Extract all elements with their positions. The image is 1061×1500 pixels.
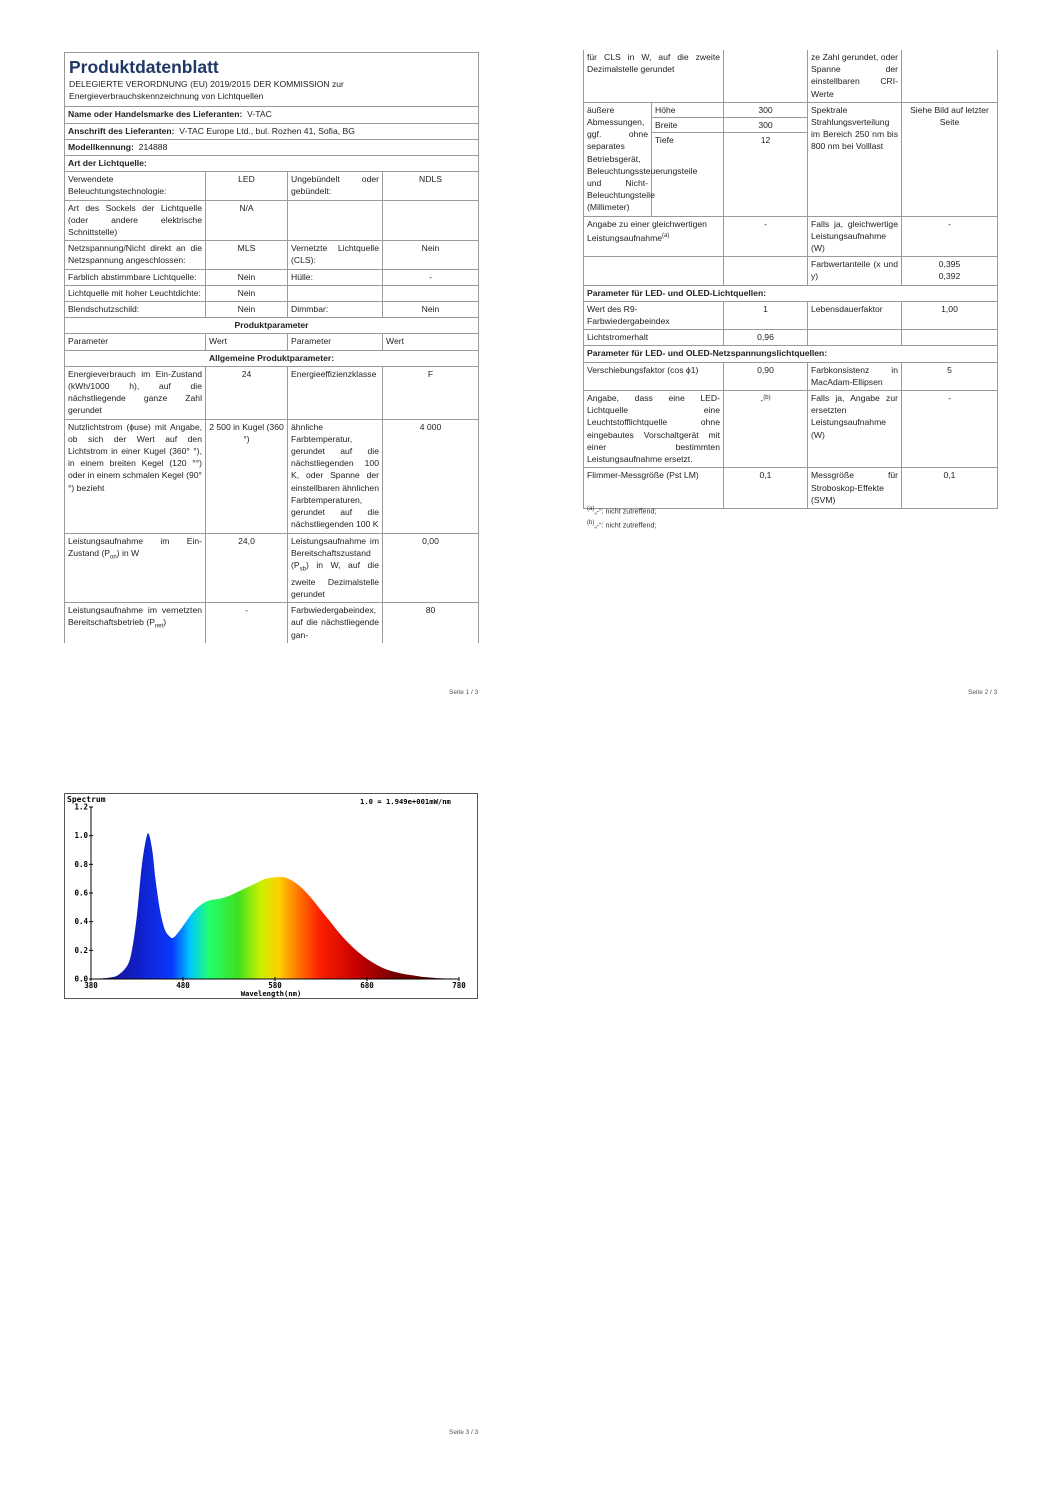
y-tick-label: 0.4 — [74, 917, 88, 927]
table-row: Angabe, dass eine LED-Lichtquelle eine Leuchtstofflichtquelle ohne eingebautes Vorschaltgerät mit einer bestimmten Leistungsaufnahme ersetzt. -$^{(b)}$ Falls ja, Angabe zur ersetzten Leistungsaufnahme (W) - — [584, 391, 998, 468]
y-tick-label: 0.0 — [74, 974, 88, 984]
supplier-name-row: Name oder Handelsmarke des Lieferanten: V-TAC — [65, 107, 479, 123]
footnote-b: $^{(b)}$„-“: nicht zutreffend; — [587, 520, 657, 530]
table-row: Leistungsaufnahme im vernetzten Bereitschaftsbetrieb $(P_{net})$ - Farbwiedergabeindex, auf die nächstliegende gan- 80 — [65, 603, 479, 643]
table-row: Angabe zu einer gleichwertigen Leistungsaufnahme$^{(a)}$ - Falls ja, gleichwertige Leistungsaufnahme (W) - — [584, 216, 998, 257]
spectrum-chart-svg — [64, 793, 478, 999]
table-row: Verschiebungsfaktor (cos ϕ1) 0,90 Farbkonsistenz in MacAdam-Ellipsen 5 — [584, 362, 998, 390]
table-row: äußere Abmessungen, ggf. ohne separates Betriebsgerät, Beleuchtungssteuerungsteile und Nicht-Beleuchtungsteile (Millimeter) Höhe Breite Tiefe 300 300 12 Spektrale Strahlungsverteilung im Bereich 250 nm bis 800 nm bei Volllast Siehe Bild auf letzter Seite — [584, 102, 998, 216]
chart-annotation: 1.0 = 1.949e+001mW/nm — [360, 797, 451, 806]
page-footer-1: Seite 1 / 3 — [449, 689, 479, 696]
y-tick-label: 0.8 — [74, 859, 88, 869]
mains-params-heading: Parameter für LED- und OLED-Netzspannungslichtquellen: — [584, 346, 998, 362]
table-row: Energieverbrauch im Ein-Zustand (kWh/1000 h), auf die nächstliegende ganze Zahl gerundet 24 Energieeffizienzklasse F — [65, 366, 479, 419]
x-tick-label: 680 — [360, 981, 374, 990]
chart-title: Spectrum — [67, 795, 106, 804]
supplier-address-row: Anschrift des Lieferanten: V-TAC Europe Ltd., bul. Rozhen 41, Sofia, BG — [65, 123, 479, 139]
x-tick-label: 780 — [452, 981, 466, 990]
x-tick-label: 380 — [84, 981, 98, 990]
y-tick-label: 1.0 — [74, 831, 88, 841]
supplier-address: V-TAC Europe Ltd., bul. Rozhen 41, Sofia, BG — [179, 125, 355, 136]
x-tick-label: 580 — [268, 981, 282, 990]
datasheet-table-page-1 — [64, 52, 479, 643]
x-tick-label: 480 — [176, 981, 190, 990]
x-axis-label: Wavelength(nm) — [240, 989, 302, 998]
spectrum-chart — [64, 793, 478, 999]
table-row: Flimmer-Messgröße (Pst LM) 0,1 Messgröße für Stroboskop-Effekte (SVM) 0,1 — [584, 468, 998, 509]
page-1 — [64, 52, 479, 643]
table-row: Verwendete Beleuchtungstechnologie: LED Ungebündelt oder gebündelt: NDLS — [65, 172, 479, 200]
column-header-row: Parameter Wert Parameter Wert — [65, 334, 479, 350]
table-row: für CLS in W, auf die zweite Dezimalstelle gerundet ze Zahl gerundet, oder Spanne der einstellbaren CRI-Werte — [584, 50, 998, 102]
page-footer-2: Seite 2 / 3 — [968, 689, 998, 696]
table-row: Lichtquelle mit hoher Leuchtdichte: Nein — [65, 285, 479, 301]
table-row: Farbwertanteile (x und y) 0,395 0,392 — [584, 257, 998, 285]
footnote-a: $^{(a)}$„-“: nicht zutreffend; — [587, 506, 657, 516]
y-tick-label: 1.2 — [74, 802, 88, 812]
table-row: Nutzlichtstrom (ɸuse) mit Angabe, ob sich der Wert auf den Lichtstrom in einer Kugel (360° °), in einem breiten Kegel (120 °°) oder in einem schmalen Kegel (90° °) bezieht 2 500 in Kugel (360 °) ähnliche Farbtemperatur, gerundet auf die nächstliegenden 100 K, oder Spanne der einstellbaren ähnlichen Farbtemperaturen, gerundet auf die nächstliegenden 100 K 4 000 — [65, 419, 479, 533]
regulation-text: DELEGIERTE VERORDNUNG (EU) 2019/2015 DER KOMMISSION zur Energieverbrauchskennzeichnung von Lichtquellen — [69, 79, 344, 102]
y-tick-label: 0.6 — [74, 888, 88, 898]
page-2 — [583, 50, 998, 509]
model-row: Modellkennung: 214888 — [65, 139, 479, 155]
y-tick-label: 0.2 — [74, 945, 88, 955]
table-row: Art des Sockels der Lichtquelle (oder andere elektrische Schnittstelle) N/A — [65, 200, 479, 241]
led-params-heading: Parameter für LED- und OLED-Lichtquellen: — [584, 285, 998, 301]
table-row: Wert des R9-Farbwiedergabeindex 1 Lebensdauerfaktor 1,00 — [584, 301, 998, 329]
table-row: Farblich abstimmbare Lichtquelle: Nein Hülle: - — [65, 269, 479, 285]
page-title: Produktdatenblatt — [69, 57, 219, 77]
supplier-name: V-TAC — [247, 109, 272, 120]
product-params-heading: Produktparameter — [65, 318, 479, 334]
model-id: 214888 — [138, 141, 168, 152]
light-source-type-heading: Art der Lichtquelle: — [65, 156, 479, 172]
table-row: Lichtstromerhalt 0,96 — [584, 330, 998, 346]
table-row: Blendschutzschild: Nein Dimmbar: Nein — [65, 302, 479, 318]
table-row: Leistungsaufnahme im Ein-Zustand $(P_{on})$ in W 24,0 Leistungsaufnahme im Bereitschaftszustand $(P_{sb})$ in W, auf die zweite Dezimalstelle gerundet 0,00 — [65, 533, 479, 603]
table-row: Netzspannung/Nicht direkt an die Netzspannung angeschlossen: MLS Vernetzte Lichtquelle (CLS): Nein — [65, 241, 479, 269]
datasheet-table-page-2 — [583, 50, 998, 509]
page-footer-3: Seite 3 / 3 — [449, 1429, 479, 1436]
general-params-heading: Allgemeine Produktparameter: — [65, 350, 479, 366]
